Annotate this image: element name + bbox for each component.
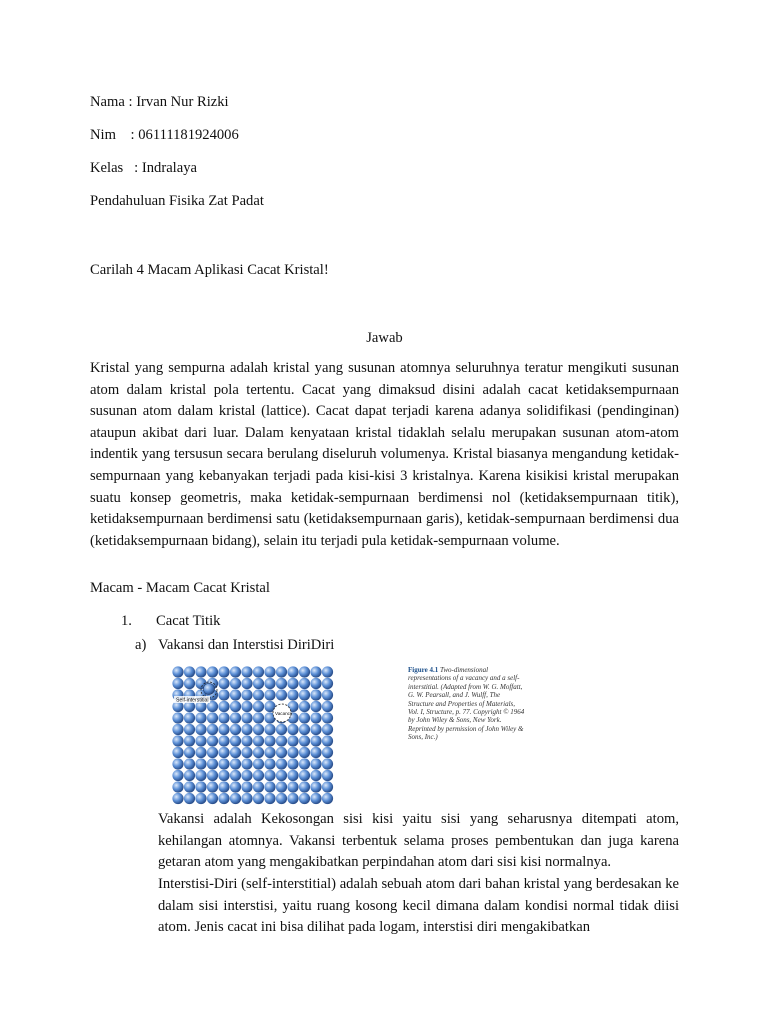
lattice-atom (241, 770, 252, 781)
lattice-atom (241, 724, 252, 735)
figure-caption-number: Figure 4.1 (408, 666, 439, 674)
sublist-item-vakansi: Vakansi dan Interstisi DiriDiri (158, 637, 335, 653)
answer-heading: Jawab (366, 330, 403, 346)
crystal-defect-figure (168, 662, 525, 806)
lattice-atom (172, 747, 183, 758)
lattice-atom (310, 781, 321, 792)
interstisi-paragraph: Interstisi-Diri (self-interstitial) adalah sebuah atom dari bahan kristal yang berdesakan ke dalam sisi interstisi, yaitu ruang kosong kecil dimana dalam kondisi normal tidak diisi atom. Jenis cacat ini bisa dilihat pada logam, interstisi diri mengakibatkan (158, 876, 679, 936)
lattice-atom (195, 724, 206, 735)
lattice-atom (207, 747, 218, 758)
lattice-atom (310, 735, 321, 746)
lattice-atom (172, 793, 183, 804)
lattice-atom (218, 770, 229, 781)
lattice-atom (172, 735, 183, 746)
lattice-atom (264, 735, 275, 746)
lattice-atom (276, 689, 287, 700)
lattice-atom (299, 701, 310, 712)
lattice-atom (299, 770, 310, 781)
lattice-atom (218, 724, 229, 735)
lattice-atom (299, 666, 310, 677)
lattice-atom (230, 701, 241, 712)
lattice-atom (310, 666, 321, 677)
lattice-atom (218, 689, 229, 700)
lattice-atom (218, 678, 229, 689)
lattice-atom (264, 781, 275, 792)
list-number-1: 1. (121, 613, 132, 629)
lattice-atom (287, 724, 298, 735)
lattice-atom (276, 735, 287, 746)
lattice-atom (253, 781, 264, 792)
lattice-atom (322, 689, 333, 700)
lattice-atom (276, 666, 287, 677)
lattice-atom (287, 747, 298, 758)
lattice-atom (207, 735, 218, 746)
lattice-atom (310, 758, 321, 769)
lattice-atom (253, 724, 264, 735)
lattice-atom (207, 666, 218, 677)
lattice-atom (253, 747, 264, 758)
lattice-atom (287, 781, 298, 792)
lattice-atom (218, 735, 229, 746)
lattice-atom (195, 758, 206, 769)
lattice-atom (322, 701, 333, 712)
lattice-atom (310, 770, 321, 781)
lattice-atom (230, 781, 241, 792)
lattice-atom (184, 678, 195, 689)
lattice-atom (299, 793, 310, 804)
lattice-atom (264, 770, 275, 781)
lattice-atom (184, 747, 195, 758)
section-title: Macam - Macam Cacat Kristal (90, 580, 270, 596)
lattice-atom (218, 781, 229, 792)
lattice-atom (276, 758, 287, 769)
lattice-atom (310, 701, 321, 712)
lattice-atom (253, 770, 264, 781)
intro-paragraph: Kristal yang sempurna adalah kristal yang susunan atomnya seluruhnya teratur mengikuti susunan atom dalam kristal pola tertentu. Cacat yang dimaksud disini adalah cacat ketidaksempurnaan susunan atom dalam kristal (lattice). Cacat dapat terjadi karena adanya solidifikasi (pendinginan) ataupun akibat dari luar. Dalam kenyataan kristal tidaklah selalu merupakan susunan atom-atom indentik yang tersusun secara berulang diseluruh volumenya. Kristal biasanya mengandung ketidak-sempurnaan yang kebanyakan terjadi pada kisi-kisi 3 kristalnya. Karena kisikisi kristal merupakan suatu konsep geometris, maka ketidak-sempurnaan berdimensi nol (ketidaksempurnaan titik), ketidaksempurnaan berdimensi satu (ketidaksempurnaan garis), ketidak-sempurnaan berdimensi dua (ketidaksempurnaan bidang), selain itu terjadi pula ketidak-sempurnaan volume. (90, 360, 679, 549)
lattice-atom (230, 678, 241, 689)
lattice-atom (310, 678, 321, 689)
lattice-atom (207, 758, 218, 769)
lattice-atom (287, 793, 298, 804)
lattice-atom (195, 735, 206, 746)
lattice-atom (195, 793, 206, 804)
sublist-letter-a: a) (135, 637, 147, 653)
lattice-atom (195, 770, 206, 781)
lattice-atom (218, 701, 229, 712)
lattice-atom (184, 666, 195, 677)
lattice-atom (172, 678, 183, 689)
lattice-atom (310, 793, 321, 804)
lattice-atom (299, 712, 310, 723)
lattice-atom (241, 689, 252, 700)
lattice-atom (172, 781, 183, 792)
lattice-atom (253, 701, 264, 712)
list-item-cacat-titik: Cacat Titik (156, 613, 221, 629)
lattice-atom (230, 758, 241, 769)
student-class: Kelas : Indralaya (90, 160, 197, 176)
lattice-atom (184, 793, 195, 804)
lattice-atom (230, 747, 241, 758)
atom-lattice-image (168, 662, 408, 806)
lattice-atom (299, 689, 310, 700)
lattice-atom (184, 781, 195, 792)
figure-caption (408, 666, 526, 742)
lattice-atom (207, 781, 218, 792)
lattice-atom (241, 712, 252, 723)
lattice-atom (241, 666, 252, 677)
lattice-atom (184, 770, 195, 781)
lattice-atom (264, 666, 275, 677)
lattice-atom (241, 701, 252, 712)
lattice-atom (322, 666, 333, 677)
lattice-atom (195, 666, 206, 677)
lattice-atom (276, 724, 287, 735)
lattice-atom (299, 758, 310, 769)
lattice-atom (241, 793, 252, 804)
lattice-atom (299, 735, 310, 746)
lattice-atom (218, 793, 229, 804)
lattice-atom (172, 724, 183, 735)
lattice-atom (218, 666, 229, 677)
lattice-atom (172, 712, 183, 723)
student-name: Nama : Irvan Nur Rizki (90, 94, 229, 110)
lattice-atom (310, 689, 321, 700)
lattice-atom (322, 770, 333, 781)
lattice-atom (230, 712, 241, 723)
lattice-atom (241, 678, 252, 689)
vakansi-paragraph: Vakansi adalah Kekosongan sisi kisi yaitu sisi yang seharusnya ditempati atom, kehilangan atomnya. Vakansi terbentuk selama proses pembentukan dan juga karena getaran atom yang mengakibatkan perpindahan atom dari sisi kisi normalnya. (158, 811, 679, 871)
lattice-atom (276, 793, 287, 804)
lattice-atom (195, 712, 206, 723)
lattice-atom (195, 747, 206, 758)
lattice-atom (264, 678, 275, 689)
lattice-atom (184, 735, 195, 746)
lattice-atom (264, 793, 275, 804)
lattice-atom (241, 735, 252, 746)
lattice-atom (230, 689, 241, 700)
lattice-atom (207, 712, 218, 723)
lattice-atom (230, 793, 241, 804)
lattice-atom (253, 712, 264, 723)
lattice-atom (276, 770, 287, 781)
lattice-atom (287, 689, 298, 700)
lattice-atom (241, 781, 252, 792)
lattice-atom (195, 781, 206, 792)
lattice-atom (264, 689, 275, 700)
course-title: Pendahuluan Fisika Zat Padat (90, 193, 264, 209)
lattice-atom (253, 666, 264, 677)
lattice-atom (253, 758, 264, 769)
lattice-atom (253, 678, 264, 689)
lattice-atom (218, 758, 229, 769)
vacancy-label: Vacancy (275, 711, 293, 716)
lattice-atom (207, 724, 218, 735)
lattice-atom (299, 747, 310, 758)
lattice-atom (322, 735, 333, 746)
lattice-atom (287, 666, 298, 677)
lattice-atom (230, 666, 241, 677)
lattice-atom (322, 724, 333, 735)
interstitial-atom (203, 683, 214, 694)
lattice-atom (264, 724, 275, 735)
lattice-atom (241, 758, 252, 769)
lattice-atom (299, 724, 310, 735)
lattice-atom (322, 712, 333, 723)
lattice-atom (253, 735, 264, 746)
lattice-atom (310, 712, 321, 723)
lattice-atom (184, 758, 195, 769)
question-text: Carilah 4 Macam Aplikasi Cacat Kristal! (90, 262, 329, 278)
figure-caption-text: Two-dimensional representations of a vacancy and a self-interstitial. (Adapted from W. G. Moffatt, G. W. Pearsall, and J. Wulff, The Structure and Properties of Materials, Vol. I, Structure, p. 77. Copyright © 1964 by John Wiley & Sons, New York. Reprinted by permission of John Wiley & Sons, Inc.) (408, 666, 525, 742)
lattice-atom (276, 781, 287, 792)
lattice-atom (218, 712, 229, 723)
lattice-atom (230, 724, 241, 735)
lattice-atom (276, 678, 287, 689)
lattice-atom (322, 747, 333, 758)
lattice-atom (310, 724, 321, 735)
lattice-atom (299, 781, 310, 792)
lattice-atom (299, 678, 310, 689)
interstitial-label: Self-interstitial (176, 697, 209, 704)
lattice-atom (253, 689, 264, 700)
lattice-atom (184, 724, 195, 735)
lattice-atom (230, 770, 241, 781)
lattice-atom (253, 793, 264, 804)
lattice-atom (322, 781, 333, 792)
lattice-atom (287, 770, 298, 781)
lattice-atom (172, 770, 183, 781)
lattice-atom (287, 735, 298, 746)
lattice-atom (172, 666, 183, 677)
lattice-atom (322, 678, 333, 689)
lattice-atom (310, 747, 321, 758)
lattice-atom (264, 758, 275, 769)
lattice-atom (172, 758, 183, 769)
lattice-atom (207, 770, 218, 781)
lattice-atom (322, 758, 333, 769)
lattice-atom (287, 758, 298, 769)
lattice-atom (287, 678, 298, 689)
lattice-atom (322, 793, 333, 804)
lattice-atom (230, 735, 241, 746)
lattice-atom (264, 747, 275, 758)
lattice-atom (218, 747, 229, 758)
lattice-atom (207, 793, 218, 804)
student-nim: Nim : 06111181924006 (90, 127, 239, 143)
lattice-atom (241, 747, 252, 758)
lattice-atom (184, 712, 195, 723)
lattice-atom (276, 747, 287, 758)
